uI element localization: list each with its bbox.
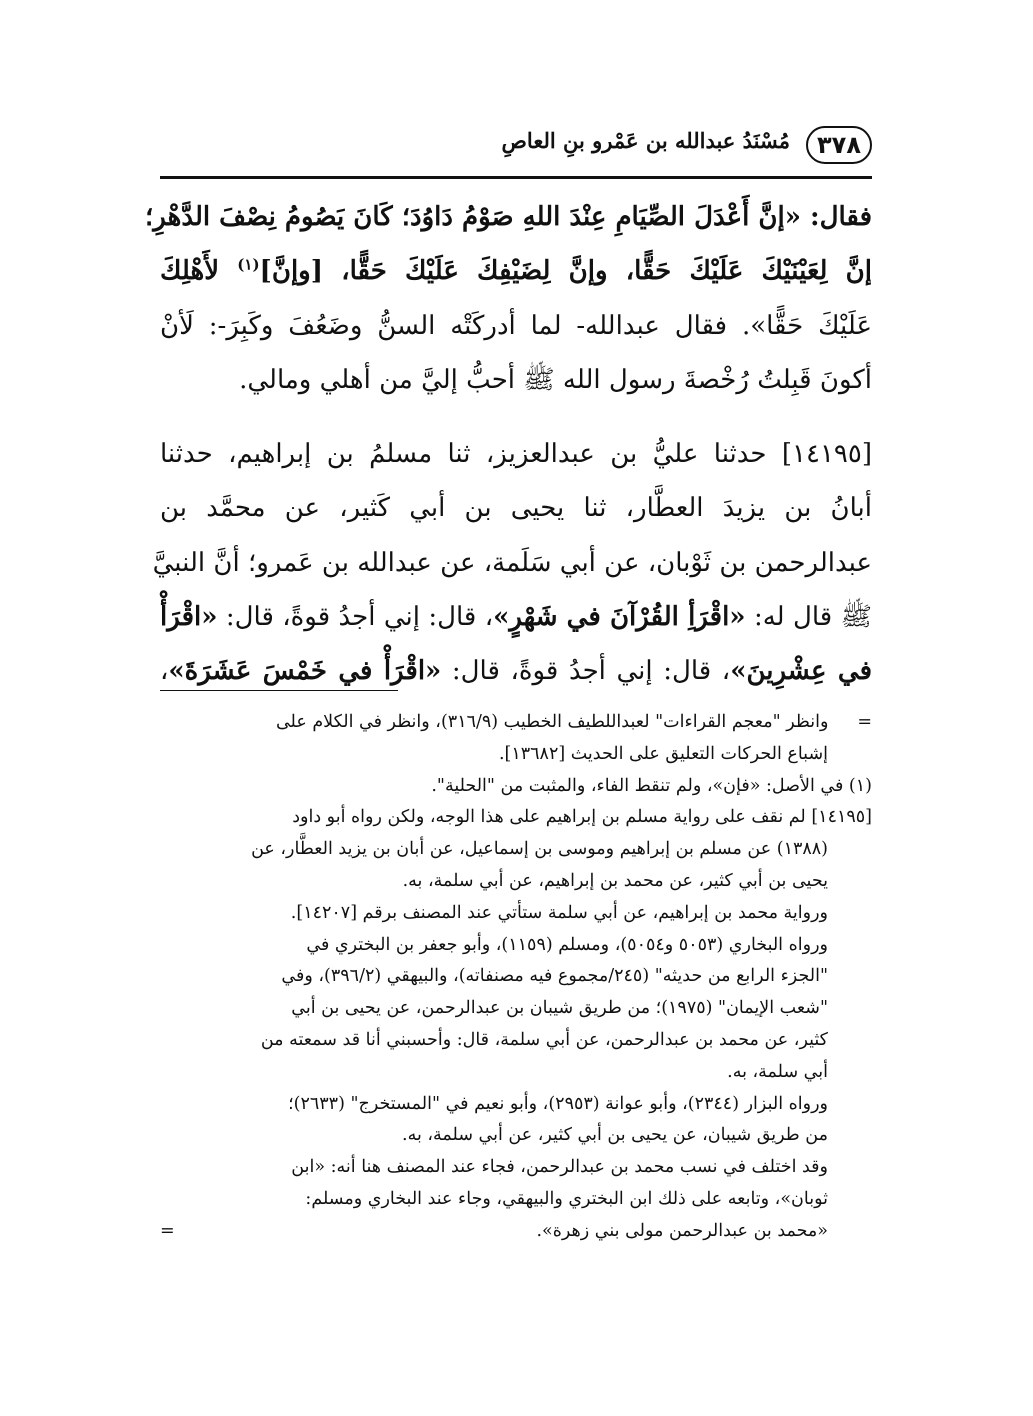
footnote-line: من طريق شيبان، عن يحيى بن أبي كثير، عن أبي سلمة، به. xyxy=(402,1125,828,1146)
text-line xyxy=(160,244,872,298)
text-line: فقال: «إنَّ أَعْدَلَ الصِّيَامِ عِنْدَ اللهِ صَوْمُ دَاوُدَ؛ كَانَ يَصُومُ نِصْفَ الدَّهْرِ؛ xyxy=(145,202,872,232)
footnote-line: أبي سلمة، به. xyxy=(727,1061,828,1082)
main-text xyxy=(145,190,872,699)
footnotes xyxy=(160,707,872,1248)
quote-span: «اقْرَأْ xyxy=(160,602,218,633)
footnote-line: إشباع الحركات التعليق على الحديث [١٣٦٨٢]. xyxy=(498,743,828,764)
header-rule xyxy=(160,176,872,179)
footnote-text: «محمد بن عبدالرحمن مولى بني زهرة». xyxy=(536,1220,828,1241)
hadith-number-line: [١٤١٩٥] حدثنا عليُّ بن عبدالعزيز، ثنا مسلمُ بن إبراهيم، حدثنا xyxy=(160,439,872,470)
footnote-line: "الجزء الرابع من حديثه" (٢٤٥/مجموع فيه مصنفاته)، والبيهقي (٣٩٦/٢)، وفي xyxy=(281,966,828,987)
text-line: عَلَيْكَ حَقًّا». فقال عبدالله- لما أدركَتْه السنُّ وضَعُفَ وكَبِرَ-: لَأنْ xyxy=(160,310,872,341)
running-title: مُسْنَدُ عبدالله بن عَمْرو بنِ العاصِ xyxy=(501,128,790,153)
text-span: لأَهْلِكَ xyxy=(160,256,238,287)
quote-span: «اقْرَأْ في خَمْسَ عَشَرَةَ» xyxy=(168,656,442,687)
footnote-line: ورواه البخاري (٥٠٥٣ و٥٠٥٤)، ومسلم (١١٥٩)، وأبو جعفر بن البختري في xyxy=(306,934,828,955)
footnote-line: وقد اختلف في نسب محمد بن عبدالرحمن، فجاء عند المصنف هنا أنه: «ابن xyxy=(291,1157,828,1178)
footnote-line: "شعب الإيمان" (١٩٧٥)؛ من طريق شيبان بن عبدالرحمن، عن يحيى بن أبي xyxy=(291,998,828,1019)
text-span: ﷺ قال له: xyxy=(745,602,872,633)
footnote-line xyxy=(160,707,872,739)
text-span: إنَّ لِعَيْنَيْكَ عَلَيْكَ حَقًّا، وإنَّ لِضَيْفِكَ عَلَيْكَ حَقًّا، [وإنَّ] xyxy=(259,256,872,287)
continuation-mark: = xyxy=(857,712,872,732)
text-line xyxy=(160,590,872,644)
text-span: ، xyxy=(160,656,169,687)
quote-span: في عِشْرِينَ» xyxy=(730,656,872,687)
footnote-line: ورواه البزار (٢٣٤٤)، وأبو عوانة (٢٩٥٣)، وأبو نعيم في "المستخرج" (٢٦٣٣)؛ xyxy=(288,1093,828,1114)
footnote-text: وانظر "معجم القراءات" لعبداللطيف الخطيب (٣١٦/٩)، وانظر في الكلام على xyxy=(275,712,829,732)
page-number: ٣٧٨ xyxy=(806,126,872,164)
continuation-mark: = xyxy=(160,1220,175,1241)
footnote-1: (١) في الأصل: «فإن»، ولم تنقط الفاء، والمثبت من "الحلية". xyxy=(431,775,872,796)
text-span: ، قال: إني أجدُ قوةً، قال: xyxy=(217,602,494,633)
footnote-line: [١٤١٩٥] لم نقف على رواية مسلم بن إبراهيم على هذا الوجه، ولكن رواه أبو داود xyxy=(292,807,872,828)
quote-span: «اقْرَأِ القُرْآنَ في شَهْرٍ» xyxy=(493,602,746,633)
footnote-line: ورواية محمد بن إبراهيم، عن أبي سلمة ستأتي عند المصنف برقم [١٤٢٠٧]. xyxy=(290,902,828,923)
footnote-separator xyxy=(160,690,398,691)
footnote-line: ثوبان»، وتابعه على ذلك ابن البختري والبيهقي، وجاء عند البخاري ومسلم: xyxy=(305,1188,828,1209)
text-line: أكونَ قَبِلتُ رُخْصةَ رسول الله ﷺ أحبُّ إليَّ من أهلي ومالي. xyxy=(239,364,872,395)
text-line: أبانُ بن يزيدَ العطَّار، ثنا يحيى بن أبي كَثير، عن محمَّد بن xyxy=(160,493,872,524)
footnote-line: (١٣٨٨) عن مسلم بن إبراهيم وموسى بن إسماعيل، عن أبان بن يزيد العطَّار، عن xyxy=(251,839,828,860)
footnote-line xyxy=(160,1216,872,1248)
footnote-ref: (١) xyxy=(237,255,260,274)
text-line: عبدالرحمن بن ثَوْبان، عن أبي سَلَمة، عن عبدالله بن عَمرو؛ أنَّ النبيَّ xyxy=(152,547,872,578)
footnote-line: كثير، عن محمد بن عبدالرحمن، عن أبي سلمة، قال: وأحسبني أنا قد سمعته من xyxy=(260,1029,828,1050)
page-header xyxy=(160,122,872,178)
footnote-line: يحيى بن أبي كثير، عن محمد بن إبراهيم، عن أبي سلمة، به. xyxy=(402,870,828,891)
text-span: ، قال: إني أجدُ قوةً، قال: xyxy=(441,656,731,687)
